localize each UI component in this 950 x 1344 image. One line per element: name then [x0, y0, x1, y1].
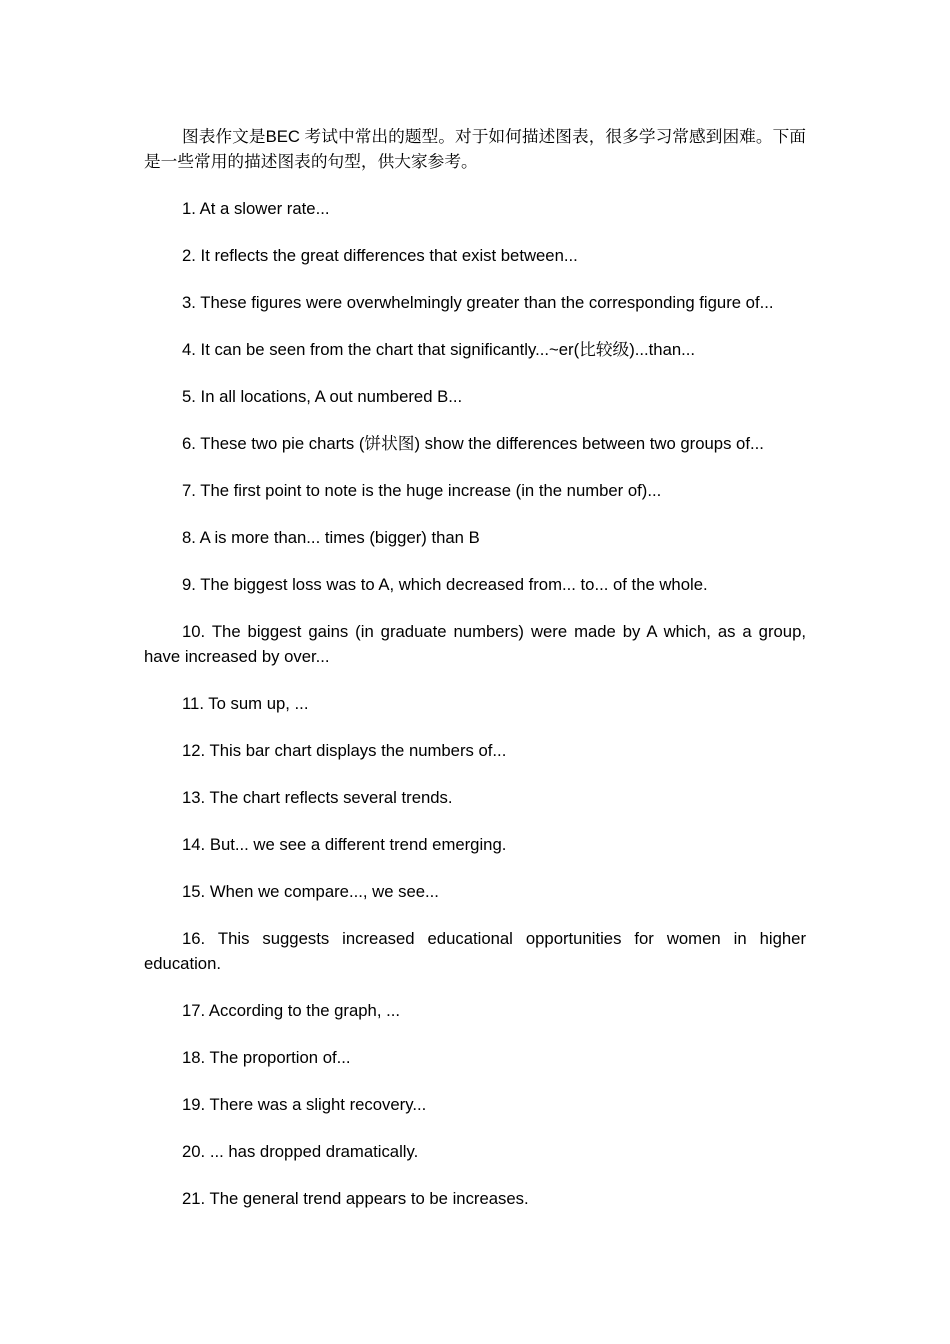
phrase-item-11: 11. To sum up, ...: [182, 694, 309, 713]
document-body: [144, 124, 806, 1233]
intro-paragraph: 图表作文是BEC 考试中常出的题型。对于如何描述图表，很多学习常感到困难。下面是一些常用的描述图表的句型，供大家参考。: [144, 127, 806, 171]
phrase-item-13: 13. The chart reflects several trends.: [182, 788, 453, 807]
phrase-item-9: 9. The biggest loss was to A, which decreased from... to... of the whole.: [182, 575, 708, 594]
phrase-item-20: 20. ... has dropped dramatically.: [182, 1142, 419, 1161]
phrase-item-17: 17. According to the graph, ...: [182, 1001, 401, 1020]
phrase-item-1: 1. At a slower rate...: [182, 199, 330, 218]
phrase-item-8: 8. A is more than... times (bigger) than B: [182, 528, 480, 547]
phrase-item-15: 15. When we compare..., we see...: [182, 882, 439, 901]
phrase-item-18: 18. The proportion of...: [182, 1048, 351, 1067]
phrase-item-10: 10. The biggest gains (in graduate numbers) were made by A which, as a group, have increased by over...: [144, 622, 806, 666]
phrase-item-6: 6. These two pie charts (饼状图) show the differences between two groups of...: [182, 434, 764, 453]
phrase-item-14: 14. But... we see a different trend emerging.: [182, 835, 507, 854]
phrase-item-12: 12. This bar chart displays the numbers of...: [182, 741, 507, 760]
phrase-item-2: 2. It reflects the great differences that exist between...: [182, 246, 578, 265]
phrase-item-21: 21. The general trend appears to be increases.: [182, 1189, 529, 1208]
phrase-item-4: 4. It can be seen from the chart that significantly...~er(比较级)...than...: [182, 340, 696, 359]
phrase-item-7: 7. The first point to note is the huge increase (in the number of)...: [182, 481, 662, 500]
phrase-item-19: 19. There was a slight recovery...: [182, 1095, 427, 1114]
phrase-item-5: 5. In all locations, A out numbered B...: [182, 387, 463, 406]
phrase-item-16: 16. This suggests increased educational opportunities for women in higher education.: [144, 929, 806, 973]
phrase-item-3: 3. These figures were overwhelmingly greater than the corresponding figure of...: [182, 293, 774, 312]
